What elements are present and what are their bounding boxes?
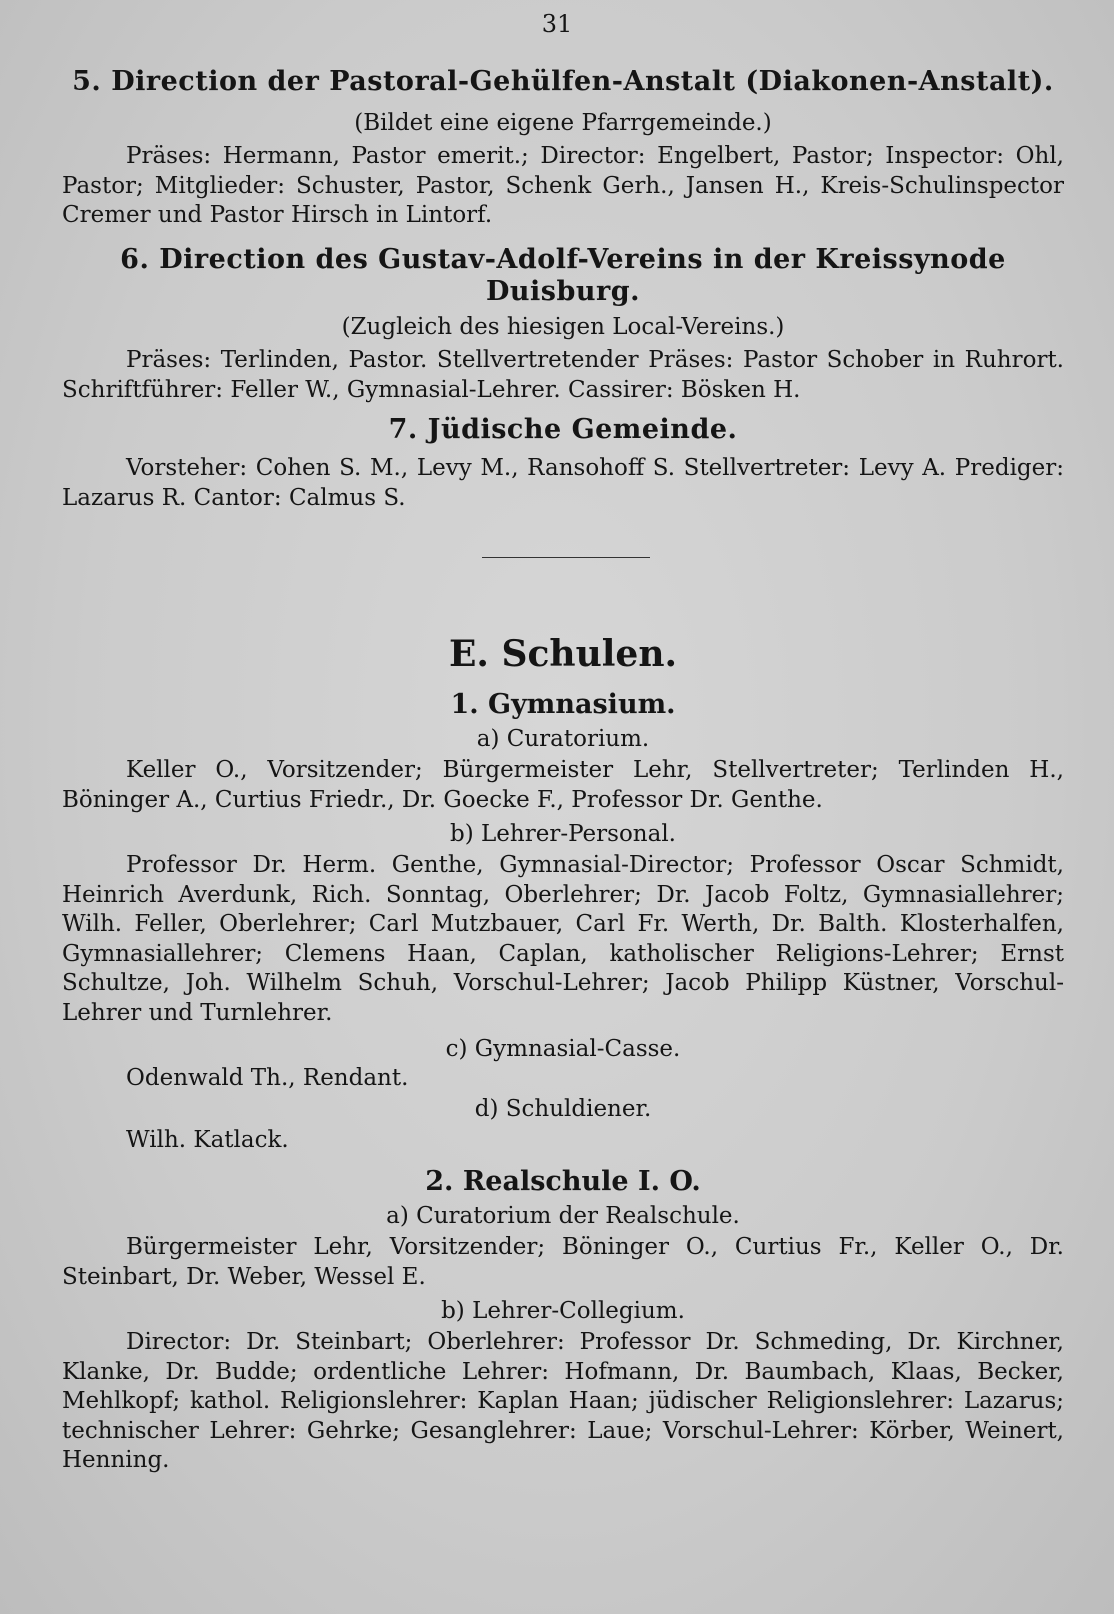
page-number: 31 (541, 10, 573, 38)
realschule-curatorium-text: Bürgermeister Lehr, Vorsitzender; Böninger O., Curtius Fr., Keller O., Dr. Steinbart, Dr. Weber, Wessel E. (62, 1234, 1064, 1290)
realschule-collegium-text: Director: Dr. Steinbart; Oberlehrer: Professor Dr. Schmeding, Dr. Kirchner, Klanke, Dr. Budde; ordentliche Lehrer: Hofmann, Dr. Baumbach, Klaas, Becker, Mehlkopf; kathol. Religionslehrer: Kaplan Haan; jüdischer Religionslehrer: Lazarus; technischer Lehrer: Gehrke; Gesanglehrer: Laue; Vorschul-Lehrer: Körber, Weinert, Henning. (62, 1329, 1064, 1473)
gymnasium-casse-title: c) Gymnasial-Casse. (445, 1036, 681, 1062)
section-6-subtitle: (Zugleich des hiesigen Local-Vereins.) (341, 314, 785, 340)
realschule-title: 2. Realschule I. O. (425, 1166, 701, 1197)
gymnasium-casse-text: Odenwald Th., Rendant. (126, 1065, 409, 1091)
section-5-subtitle: (Bildet eine eigene Pfarrgemeinde.) (354, 110, 772, 136)
section-7-text: Vorsteher: Cohen S. M., Levy M., Ransohoff S. Stellvertreter: Levy A. Prediger: Lazarus R. Cantor: Calmus S. (62, 455, 1064, 511)
section-6-text: Präses: Terlinden, Pastor. Stellvertretender Präses: Pastor Schober in Ruhrort. Schriftführer: Feller W., Gymnasial-Lehrer. Cassirer: Bösken H. (62, 347, 1064, 403)
section-5 (62, 66, 1064, 231)
gymnasium-lehrer-text: Professor Dr. Herm. Genthe, Gymnasial-Director; Professor Oscar Schmidt, Heinrich Averdunk, Rich. Sonntag, Oberlehrer; Dr. Jacob Foltz, Gymnasiallehrer; Wilh. Feller, Oberlehrer; Carl Mutzbauer, Carl Fr. Werth, Dr. Balth. Klosterhalfen, Gymnasiallehrer; Clemens Haan, Caplan, katholischer Religions-Lehrer; Ernst Schultze, Joh. Wilhelm Schuh, Vorschul-Lehrer; Jacob Philipp Küstner, Vorschul-Lehrer und Turnlehrer. (62, 852, 1064, 1026)
gymnasium-lehrer-title: b) Lehrer-Personal. (450, 821, 676, 847)
gymnasium-title: 1. Gymnasium. (450, 689, 676, 720)
gymnasium-schuldiener-text: Wilh. Katlack. (126, 1126, 289, 1153)
section-5-title: 5. Direction der Pastoral-Gehülfen-Anstalt (Diakonen-Anstalt). (72, 66, 1054, 97)
gymnasium-curatorium-title: a) Curatorium. (476, 726, 650, 752)
part-e-title: E. Schulen. (448, 633, 678, 675)
separator-rule (482, 557, 650, 558)
realschule-collegium-title: b) Lehrer-Collegium. (441, 1298, 685, 1324)
section-7-title: 7. Jüdische Gemeinde. (388, 414, 738, 445)
section-6-title-line1: 6. Direction des Gustav-Adolf-Vereins in der Kreissynode (120, 244, 1006, 275)
gymnasium-curatorium-text: Keller O., Vorsitzender; Bürgermeister Lehr, Stellvertreter; Terlinden H., Böninger A., Curtius Friedr., Dr. Goecke F., Professor Dr. Genthe. (62, 757, 1064, 813)
section-7 (62, 414, 1064, 513)
part-e (62, 632, 1064, 1476)
section-6 (62, 244, 1064, 405)
section-6-title-line2: Duisburg. (485, 276, 640, 307)
section-5-text: Präses: Hermann, Pastor emerit.; Director: Engelbert, Pastor; Inspector: Ohl, Pastor; Mitglieder: Schuster, Pastor, Schenk Gerh., Jansen H., Kreis-Schulinspector Cremer und Pastor Hirsch in Lintorf. (62, 143, 1064, 228)
realschule-curatorium-title: a) Curatorium der Realschule. (386, 1203, 740, 1229)
gymnasium-schuldiener-title: d) Schuldiener. (474, 1095, 652, 1122)
